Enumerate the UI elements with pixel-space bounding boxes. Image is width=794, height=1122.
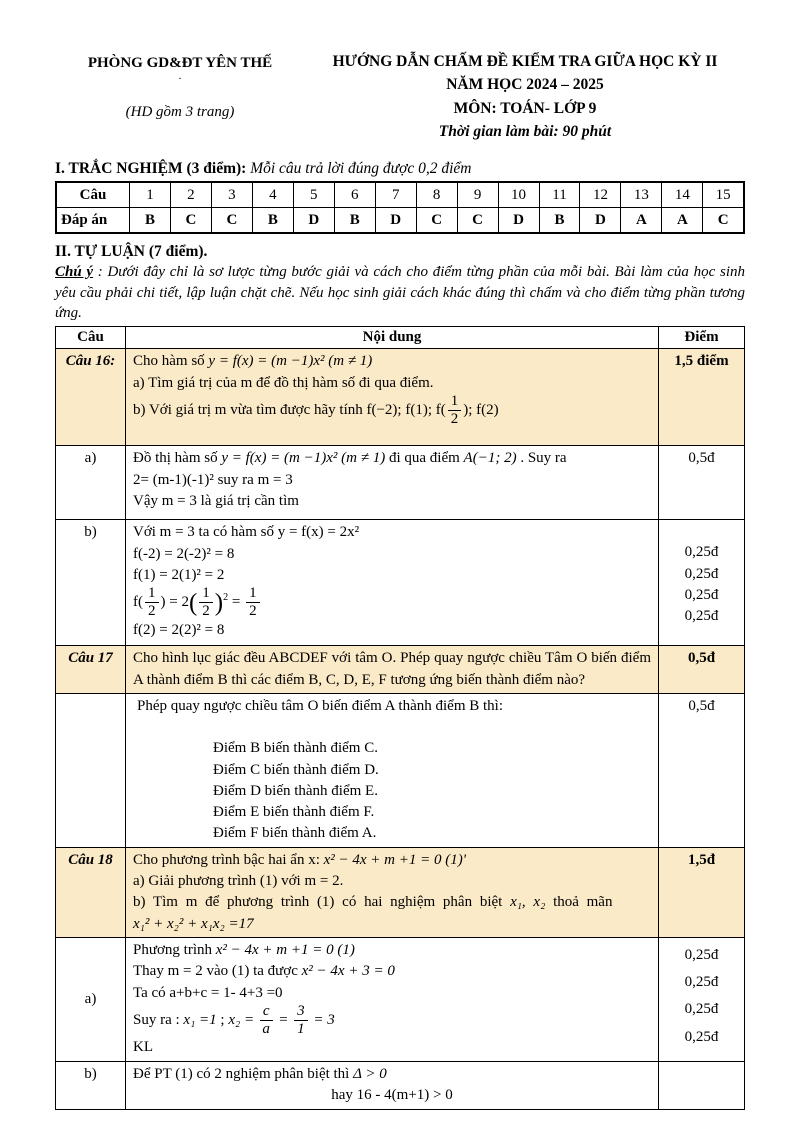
mcq-question-number: 7 xyxy=(375,182,416,208)
cau18-marks: 1,5đ xyxy=(659,847,745,937)
mcq-answer: D xyxy=(375,208,416,234)
mcq-question-row xyxy=(56,182,744,208)
header-left-block xyxy=(55,50,305,143)
cau17-solution-intro: Phép quay ngược chiều tâm O biến điểm A thành điểm B thì: xyxy=(137,697,504,714)
cau16-line2: a) Tìm giá trị của m để đồ thị hàm số đi qua điểm. xyxy=(133,374,434,391)
cau17-solution-label xyxy=(56,693,126,847)
cau18a-marks xyxy=(659,937,745,1061)
cau16a-line2: 2= (m-1)(-1)² suy ra m = 3 xyxy=(133,471,293,488)
row-cau16a-solution xyxy=(56,446,745,520)
mcq-question-number: 6 xyxy=(334,182,375,208)
scan-artifact-dot: . xyxy=(178,70,182,82)
col-header-noidung: Nội dung xyxy=(126,327,659,349)
fraction-one-half: $\frac{1}{2}$ xyxy=(199,586,213,620)
cau16b-line1: Với m = 3 ta có hàm số y = f(x) = 2x² xyxy=(133,524,360,541)
mcq-answer: D xyxy=(580,208,621,234)
cau18b-label: b) xyxy=(56,1061,126,1109)
cau18a-line1: Phương trình x² − 4x + m +1 = 0 (1) xyxy=(133,941,355,958)
fraction-c-over-a: $\frac{c}{a}$ xyxy=(260,1004,273,1038)
section1-subtitle: Mỗi câu trả lời đúng được 0,2 điểm xyxy=(246,160,472,177)
section1-heading xyxy=(55,160,745,178)
section2-heading: II. TỰ LUẬN (7 điểm). xyxy=(55,243,208,260)
cau18b-marks xyxy=(659,1061,745,1109)
cau18a-line4: Suy ra : x₁ =1 ; x₂ = $\frac{c}{a}$ = $\frac{3}{1}$ = 3 xyxy=(133,1002,335,1037)
mcq-answer: B xyxy=(130,208,171,234)
mcq-answer-row xyxy=(56,208,744,234)
mcq-answer: B xyxy=(334,208,375,234)
mcq-answer: A xyxy=(621,208,662,234)
mcq-question-number: 14 xyxy=(662,182,703,208)
cau16-content xyxy=(126,349,659,446)
mcq-question-number: 5 xyxy=(293,182,334,208)
marks-column xyxy=(666,940,737,1052)
marks-column xyxy=(666,522,737,634)
mark-value: 0,25đ xyxy=(684,1028,719,1045)
cau16a-line1: Đồ thị hàm số y = f(x) = (m −1)x² (m ≠ 1) đi qua điểm A(−1; 2) . Suy ra xyxy=(133,450,567,467)
mapping-item: Điểm E biến thành điểm F. xyxy=(213,804,375,821)
cau18a-line3: Ta có a+b+c = 1- 4+3 =0 xyxy=(133,984,283,1001)
cau18b-line1: Để PT (1) có 2 nghiệm phân biệt thì Δ > 0 xyxy=(133,1065,387,1082)
cau18-line1: Cho phương trình bậc hai ẩn x: x² − 4x + m +1 = 0 (1)' xyxy=(133,851,466,868)
cau18b-line2: hay 16 - 4(m+1) > 0 xyxy=(331,1087,453,1104)
mcq-question-number: 15 xyxy=(703,182,744,208)
mcq-answer: B xyxy=(252,208,293,234)
cau18-content xyxy=(126,847,659,937)
fraction-three-over-one: $\frac{3}{1}$ xyxy=(294,1004,308,1038)
cau17-marks: 0,5đ xyxy=(659,646,745,694)
cau16-formula: y = f(x) = (m −1)x² (m ≠ 1) xyxy=(208,353,373,370)
cau16b-line2: f(-2) = 2(-2)² = 8 xyxy=(133,545,235,562)
mcq-answer: A xyxy=(662,208,703,234)
mcq-question-number: 8 xyxy=(416,182,457,208)
document-title-line2: NĂM HỌC 2024 – 2025 xyxy=(446,76,604,94)
document-header xyxy=(55,50,745,143)
exponent: 2 xyxy=(223,592,229,604)
big-paren-open: ( xyxy=(188,589,198,617)
pages-note: (HD gồm 3 trang) xyxy=(125,104,235,120)
cau18-label: Câu 18 xyxy=(56,847,126,937)
note-text: : Dưới đây chỉ là sơ lược từng bước giải và cách cho điểm từng phần của mỗi bài. Bài làm của học sinh yêu cầu phải chi tiết, lập luận chặt chẽ. Nếu học sinh giải cách khác đúng thì chấm và cho điểm từng phần tương ứng. xyxy=(55,264,745,322)
cau18-line3: b) Tìm m để phương trình (1) có hai nghiệm phân biệt x₁, x₂ thoả mãn xyxy=(133,894,613,911)
row-cau17-solution xyxy=(56,693,745,847)
mcq-question-number: 4 xyxy=(252,182,293,208)
row-cau16b-solution xyxy=(56,520,745,646)
cau17-solution-marks: 0,5đ xyxy=(659,693,745,847)
mcq-answer: C xyxy=(211,208,252,234)
cau18-condition-formula: x₁² + x₂² + x₁x₂ =17 xyxy=(133,915,254,932)
mark-value: 0,25đ xyxy=(684,544,719,561)
mcq-question-number: 9 xyxy=(457,182,498,208)
mcq-question-number: 11 xyxy=(539,182,580,208)
row-cau18a-solution xyxy=(56,937,745,1061)
cau16b-content xyxy=(126,520,659,646)
cau18a-line5: KL xyxy=(133,1039,153,1056)
answer-key-table xyxy=(55,181,745,234)
cau16b-line4: f( $\frac{1}{2}$ ) = 2( $\frac{1}{2}$ )$^2$ = $\frac{1}{2}$ xyxy=(133,586,651,620)
note-label: Chú ý xyxy=(55,264,94,280)
cau17-content: Cho hình lục giác đều ABCDEF với tâm O. Phép quay ngược chiều Tâm O biến điểm A thành điểm B thì các điểm B, C, D, E, F tương ứng biến thành điểm nào? xyxy=(126,646,659,694)
mcq-question-number: 2 xyxy=(170,182,211,208)
mcq-answer: D xyxy=(293,208,334,234)
grading-note xyxy=(55,262,745,324)
section1-title: I. TRẮC NGHIỆM (3 điểm): xyxy=(55,160,247,177)
cau18b-content xyxy=(126,1061,659,1109)
mcq-question-row-label: Câu xyxy=(56,182,130,208)
cau17-solution-content xyxy=(126,693,659,847)
mapping-item: Điểm B biến thành điểm C. xyxy=(213,740,378,757)
cau18a-content xyxy=(126,937,659,1061)
cau16a-line3: Vậy m = 3 là giá trị cần tìm xyxy=(133,492,299,509)
subject-line: MÔN: TOÁN- LỚP 9 xyxy=(453,99,597,117)
cau16-line1: Cho hàm số y = f(x) = (m −1)x² (m ≠ 1) xyxy=(133,353,373,370)
mcq-question-number: 12 xyxy=(580,182,621,208)
cau16b-marks xyxy=(659,520,745,646)
mcq-answer-row-label: Đáp án xyxy=(56,208,130,234)
big-paren-close: ) xyxy=(214,589,224,617)
cau16a-content xyxy=(126,446,659,520)
cau16a-label: a) xyxy=(56,446,126,520)
mark-value: 0,25đ xyxy=(684,1001,719,1018)
issuing-office: PHÒNG GD&ĐT YÊN THẾ xyxy=(87,55,273,71)
cau16b-line3: f(1) = 2(1)² = 2 xyxy=(133,566,225,583)
cau16-marks: 1,5 điểm xyxy=(659,349,745,446)
mapping-item: Điểm F biến thành điểm A. xyxy=(213,825,377,842)
mark-value: 0,25đ xyxy=(684,946,719,963)
mark-value: 0,25đ xyxy=(684,974,719,991)
duration-line: Thời gian làm bài: 90 phút xyxy=(438,122,612,140)
mark-value: 0,25đ xyxy=(684,608,719,625)
cau16a-marks: 0,5đ xyxy=(659,446,745,520)
col-header-diem: Điểm xyxy=(659,327,745,349)
row-cau18-question xyxy=(56,847,745,937)
mapping-item: Điểm C biến thành điểm D. xyxy=(213,761,379,778)
mcq-answer: C xyxy=(457,208,498,234)
mark-value: 0,25đ xyxy=(684,586,719,603)
col-header-cau: Câu xyxy=(56,327,126,349)
cau17-label: Câu 17 xyxy=(56,646,126,694)
header-title-block xyxy=(305,50,745,143)
cau16-label: Câu 16: xyxy=(56,349,126,446)
cau16b-label: b) xyxy=(56,520,126,646)
mcq-question-number: 10 xyxy=(498,182,539,208)
mcq-question-number: 1 xyxy=(130,182,171,208)
fraction-one-half: $\frac{1}{2}$ xyxy=(448,394,462,428)
cau18a-line2: Thay m = 2 vào (1) ta được x² − 4x + 3 = 0 xyxy=(133,963,395,980)
document-title-line1: HƯỚNG DẪN CHẤM ĐỀ KIỂM TRA GIỮA HỌC KỲ II xyxy=(332,53,718,70)
cau18-line2: a) Giải phương trình (1) với m = 2. xyxy=(133,873,344,890)
mcq-answer: C xyxy=(703,208,744,234)
fraction-one-half: $\frac{1}{2}$ xyxy=(145,586,159,620)
row-cau17-question xyxy=(56,646,745,694)
cau16b-line5: f(2) = 2(2)² = 8 xyxy=(133,621,225,638)
grading-table-header-row xyxy=(56,327,745,349)
cau16-line3: b) Với giá trị m vừa tìm được hãy tính f(−2); f(1); f( $\frac{1}{2}$ ); f(2) xyxy=(133,392,499,427)
row-cau18b-solution xyxy=(56,1061,745,1109)
mcq-answer: D xyxy=(498,208,539,234)
mark-value: 0,25đ xyxy=(684,565,719,582)
cau18-equation: x² − 4x + m +1 = 0 (1)' xyxy=(323,851,466,868)
mapping-item: Điểm D biến thành điểm E. xyxy=(213,782,378,799)
cau18a-label: a) xyxy=(56,937,126,1061)
mcq-answer: B xyxy=(539,208,580,234)
row-cau16-question xyxy=(56,349,745,446)
mcq-question-number: 13 xyxy=(621,182,662,208)
mcq-answer: C xyxy=(170,208,211,234)
mcq-answer: C xyxy=(416,208,457,234)
grading-table xyxy=(55,326,745,1110)
mcq-question-number: 3 xyxy=(211,182,252,208)
cau17-mapping-list xyxy=(133,738,651,844)
fraction-one-half: $\frac{1}{2}$ xyxy=(246,586,260,620)
